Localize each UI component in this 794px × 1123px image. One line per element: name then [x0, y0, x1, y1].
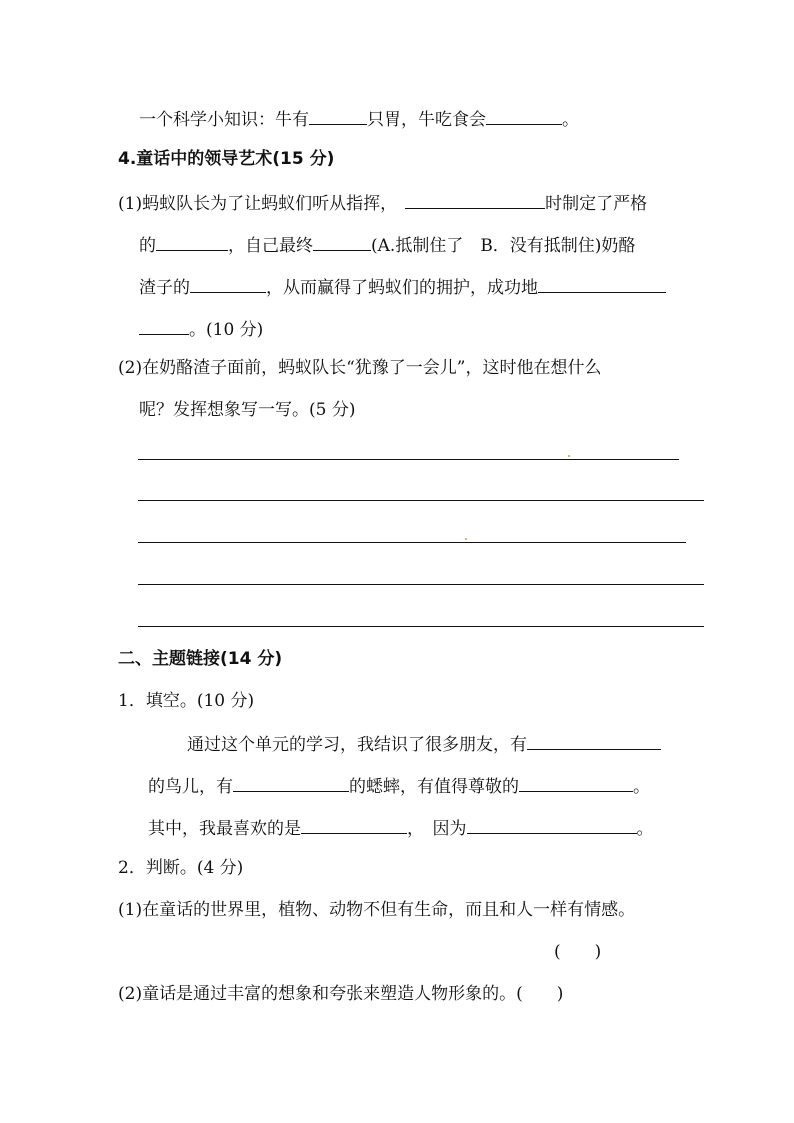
answer-parentheses-1[interactable]: ( ) — [554, 942, 602, 962]
q4-p1-line3 — [139, 274, 666, 300]
fill-reason-blank[interactable] — [467, 815, 637, 834]
part2-q1-line3-end: 。 — [636, 819, 654, 839]
q4-p1-line1-end: 时制定了严格 — [545, 194, 648, 214]
question-4-title: 4.童话中的领导艺术(15 分) — [118, 149, 335, 169]
q4-p1-line2-c: (A.抵制住了 B．没有抵制住)奶酪 — [371, 236, 636, 256]
q4-p2-line2 — [139, 398, 355, 422]
speck — [465, 538, 467, 540]
part2-q1-line2-a: 的鸟儿，有 — [148, 777, 233, 797]
q4-p2-line1 — [118, 356, 601, 380]
part2-q1-line1 — [187, 731, 661, 757]
writing-line-5[interactable] — [138, 626, 704, 627]
q4-p1-label: (1) — [118, 194, 143, 214]
science-fact-mid: 只胃，牛吃食会 — [367, 110, 486, 130]
part2-q1-line2-end: 。 — [633, 777, 650, 797]
q4-p1-blank-2[interactable] — [156, 232, 228, 251]
part-2-title: 二、主题链接(14 分) — [118, 649, 283, 669]
part2-q2-title: 2．判断。(4 分) — [118, 858, 244, 878]
q4-p1-line1 — [118, 190, 647, 216]
fill-cricket-blank[interactable] — [233, 773, 349, 792]
stomach-count-blank[interactable] — [309, 106, 367, 125]
part2-q1-line2 — [148, 773, 650, 799]
q4-p1-line2-b: ，自己最终 — [228, 236, 313, 256]
q4-p1-blank-4-cont[interactable] — [139, 316, 189, 335]
writing-line-4[interactable] — [138, 584, 704, 585]
part2-q1-line3-a: 其中，我最喜欢的是 — [148, 819, 301, 839]
q4-p1-line3-a: 渣子的 — [139, 278, 190, 298]
part2-q1-line3 — [148, 815, 654, 841]
writing-line-3[interactable] — [138, 542, 686, 543]
part2-q2-item1-label: (1) — [118, 900, 143, 920]
part2-q2-item1 — [118, 898, 635, 922]
q4-p1-line3-b: ，从而赢得了蚂蚁们的拥护，成功地 — [266, 278, 538, 298]
q4-p1-blank-4[interactable] — [538, 274, 666, 293]
fill-favorite-blank[interactable] — [301, 815, 407, 834]
part2-q1-line3-b: ， 因为 — [407, 819, 467, 839]
q4-p1-line4-end: 。(10 分) — [189, 320, 264, 340]
q4-p2-label: (2) — [118, 358, 143, 378]
part2-q2-item2-text: 童话是通过丰富的想象和夸张来塑造人物形象的。 — [142, 984, 517, 1004]
writing-line-2[interactable] — [138, 500, 704, 501]
q4-p1-blank-3[interactable] — [190, 274, 266, 293]
q4-p1-line2-a: 的 — [139, 236, 156, 256]
fill-bird-blank[interactable] — [527, 731, 661, 750]
part2-q2-item1-answer[interactable] — [554, 940, 601, 964]
part2-q2-item2 — [118, 982, 563, 1006]
science-fact-end: 。 — [562, 110, 579, 130]
writing-line-1[interactable] — [138, 459, 679, 460]
q4-p1-line1-text: 蚂蚁队长为了让蚂蚁们听从指挥， — [142, 194, 398, 214]
q4-p2-line1-text: 在奶酪渣子面前，蚂蚁队长“犹豫了一会儿”，这时他在想什么 — [142, 358, 602, 378]
q4-p1-choice-blank[interactable] — [313, 232, 371, 251]
q4-p2-line2-text: 呢？发挥想象写一写。(5 分) — [139, 400, 356, 420]
q4-p1-line4 — [139, 316, 263, 342]
answer-parentheses-2[interactable]: ( ) — [516, 984, 564, 1004]
part2-q2-item2-label: (2) — [118, 984, 143, 1004]
science-fact-prefix: 一个科学小知识：牛有 — [139, 110, 309, 130]
q4-p1-line2 — [139, 232, 635, 258]
part2-q2-item1-text: 在童话的世界里，植物、动物不但有生命，而且和人一样有情感。 — [142, 900, 636, 920]
science-fact-line — [139, 106, 579, 132]
part2-q1-title: 1．填空。(10 分) — [118, 691, 255, 711]
part2-q1-line1-text: 通过这个单元的学习，我结识了很多朋友，有 — [187, 735, 527, 755]
cow-eating-blank[interactable] — [486, 106, 562, 125]
fill-respected-blank[interactable] — [519, 773, 633, 792]
q4-p1-blank-1[interactable] — [405, 190, 545, 209]
speck — [568, 455, 570, 457]
part2-q1-line2-b: 的蟋蟀，有值得尊敬的 — [349, 777, 519, 797]
